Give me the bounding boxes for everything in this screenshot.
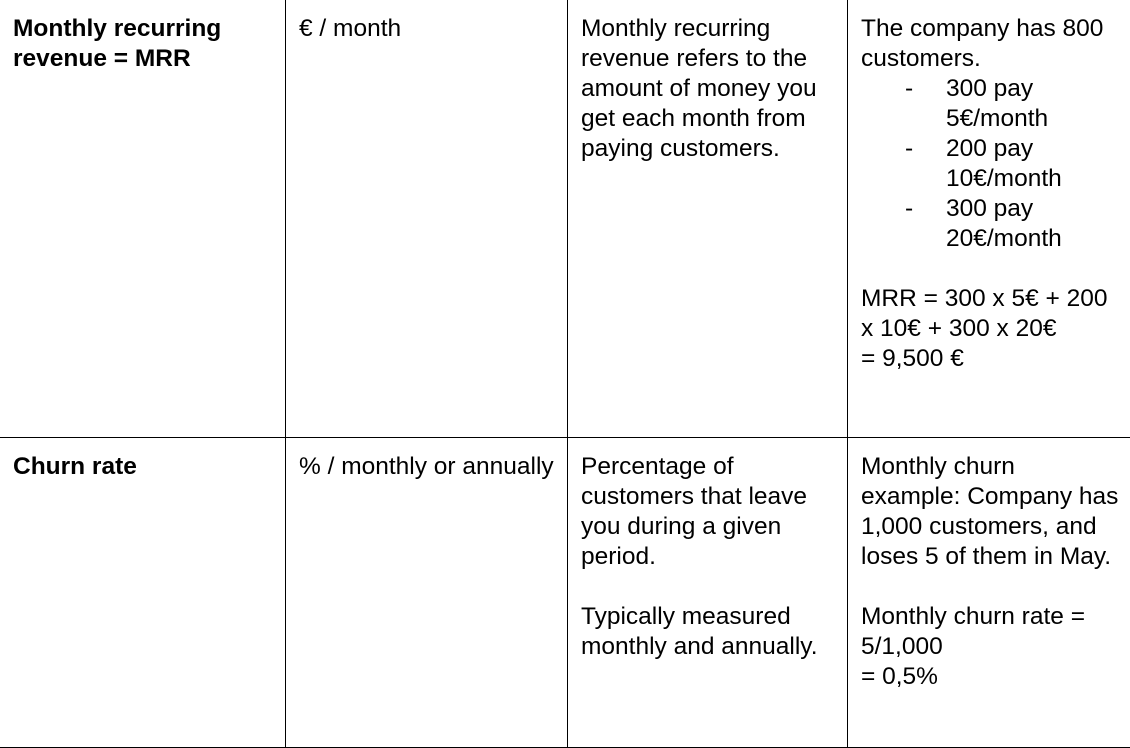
unit-cell <box>286 0 568 438</box>
description-text: Percentage of customers that leave you during a given period. <box>581 452 837 572</box>
example-formula: MRR = 300 x 5€ + 200 x 10€ + 300 x 20€ <box>861 284 1120 344</box>
list-item-text: 300 pay 20€/month <box>946 195 1062 252</box>
description-text: Typically measured monthly and annually. <box>581 602 837 662</box>
blank-line <box>861 254 1120 284</box>
example-cell <box>848 438 1130 748</box>
example-list <box>861 74 1120 254</box>
dash-marker: - <box>905 74 913 104</box>
list-item-text: 200 pay 10€/month <box>946 135 1062 192</box>
list-item <box>861 74 1120 134</box>
example-result: = 9,500 € <box>861 344 1120 374</box>
metric-name: Churn rate <box>13 453 137 480</box>
example-intro: Monthly churn example: Company has 1,000 customers, and loses 5 of them in May. <box>861 452 1120 572</box>
list-item <box>861 134 1120 194</box>
metric-cell <box>0 438 286 748</box>
metric-name: Monthly recurring revenue = MRR <box>13 15 221 72</box>
description-cell <box>568 438 848 748</box>
description-cell <box>568 0 848 438</box>
dash-marker: - <box>905 194 913 224</box>
table-row <box>0 438 1130 748</box>
example-intro: The company has 800 customers. <box>861 14 1120 74</box>
metric-unit: € / month <box>299 15 401 42</box>
metric-cell <box>0 0 286 438</box>
dash-marker: - <box>905 134 913 164</box>
example-result: = 0,5% <box>861 662 1120 692</box>
example-cell <box>848 0 1130 438</box>
metric-unit: % / monthly or annually <box>299 453 554 480</box>
list-item <box>861 194 1120 254</box>
description-text: Monthly recurring revenue refers to the amount of money you get each month from paying customers. <box>581 14 837 164</box>
example-formula: Monthly churn rate = 5/1,000 <box>861 602 1120 662</box>
list-item-text: 300 pay 5€/month <box>946 75 1048 132</box>
unit-cell <box>286 438 568 748</box>
